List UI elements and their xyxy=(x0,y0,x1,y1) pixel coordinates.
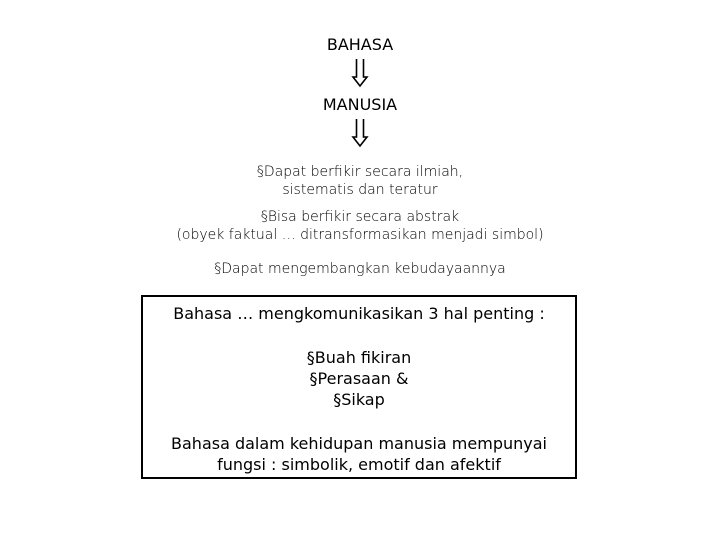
label-manusia: MANUSIA xyxy=(322,95,398,114)
down-arrow-icon xyxy=(345,58,375,88)
box-conclusion-line: fungsi : simbolik, emotif dan afektif xyxy=(217,455,501,474)
box-item: §Sikap xyxy=(333,390,385,409)
box-items xyxy=(143,347,575,410)
down-arrow-icon xyxy=(345,118,375,148)
label-bahasa: BAHASA xyxy=(326,35,394,54)
point-ilmiah xyxy=(0,163,720,199)
box-item: §Perasaan & xyxy=(309,369,409,388)
point-line: sistematis dan teratur xyxy=(282,182,438,198)
box-item: §Buah fikiran xyxy=(306,348,412,367)
box-conclusion xyxy=(143,433,575,475)
summary-box xyxy=(141,295,577,479)
point-kebudayaan xyxy=(0,260,720,278)
box-conclusion-line: Bahasa dalam kehidupan manusia mempunyai xyxy=(171,434,547,453)
point-line: §Dapat mengembangkan kebudayaannya xyxy=(214,261,506,277)
box-intro: Bahasa … mengkomunikasikan 3 hal penting : xyxy=(173,304,545,323)
point-line: §Dapat berfikir secara ilmiah, xyxy=(256,164,464,180)
point-line: §Bisa berfikir secara abstrak xyxy=(260,209,460,225)
point-abstrak xyxy=(0,208,720,244)
point-line: (obyek faktual … ditransformasikan menjadi simbol) xyxy=(176,227,544,243)
